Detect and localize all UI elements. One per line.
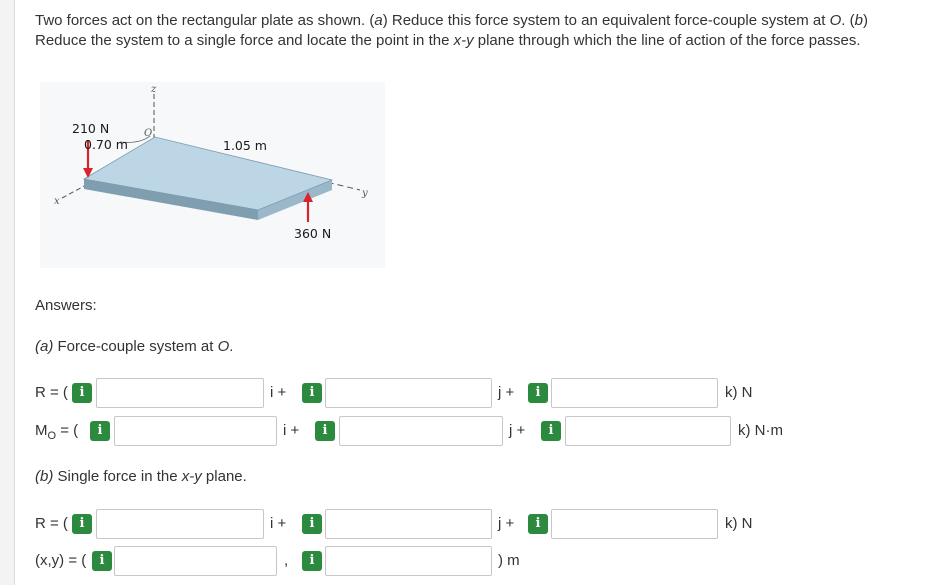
a-Ry-input[interactable]: [325, 378, 492, 408]
left-frame-edge: [0, 0, 15, 585]
b-R-label: R = (: [35, 515, 68, 532]
info-icon[interactable]: i: [528, 383, 548, 403]
part-a-heading: (a) Force-couple system at O.: [35, 338, 234, 355]
dim-105-label: 1.05 m: [223, 138, 267, 153]
a-My-input[interactable]: [339, 416, 503, 446]
b-xy-end: ) m: [498, 552, 520, 569]
a-R-j-sep: j +: [498, 384, 515, 401]
info-icon[interactable]: i: [92, 551, 112, 571]
a-Mx-input[interactable]: [114, 416, 277, 446]
problem-statement: Two forces act on the rectangular plate as shown. (a) Reduce this force system to an equivalent force-couple system at O. (b) Reduce the system to a single force and locate the point in the x-y plane through which the line of action of the force passes.: [35, 12, 868, 49]
b-Rx-input[interactable]: [96, 509, 264, 539]
info-icon[interactable]: i: [541, 421, 561, 441]
x-axis-label: x: [54, 196, 60, 207]
b-xy-label: (x,y) = (: [35, 552, 87, 569]
origin-label: O: [144, 128, 153, 139]
b-x-input[interactable]: [114, 546, 277, 576]
dim-070-label: 0.70 m: [84, 137, 128, 152]
a-R-label: R = (: [35, 384, 68, 401]
info-icon[interactable]: i: [72, 383, 92, 403]
y-axis-label: y: [362, 188, 368, 199]
force-360-label: 360 N: [294, 226, 332, 241]
a-R-end: k) N: [725, 384, 753, 401]
a-M-j-sep: j +: [509, 422, 526, 439]
info-icon[interactable]: i: [315, 421, 335, 441]
a-M-end: k) N·m: [738, 422, 783, 439]
info-icon[interactable]: i: [302, 383, 322, 403]
info-icon[interactable]: i: [72, 514, 92, 534]
a-Rx-input[interactable]: [96, 378, 264, 408]
answers-heading: Answers:: [35, 297, 97, 314]
b-R-j-sep: j +: [498, 515, 515, 532]
b-R-end: k) N: [725, 515, 753, 532]
z-axis-label: z: [151, 84, 157, 95]
b-R-i-sep: i +: [270, 515, 287, 532]
a-Mz-input[interactable]: [565, 416, 731, 446]
a-M-i-sep: i +: [283, 422, 300, 439]
force-210-label: 210 N: [72, 121, 110, 136]
info-icon[interactable]: i: [528, 514, 548, 534]
b-Ry-input[interactable]: [325, 509, 492, 539]
info-icon[interactable]: i: [302, 551, 322, 571]
plate-figure: [40, 82, 385, 268]
info-icon[interactable]: i: [90, 421, 110, 441]
a-Rz-input[interactable]: [551, 378, 718, 408]
a-M-label: $M_O$ = (: [35, 422, 79, 442]
a-R-i-sep: i +: [270, 384, 287, 401]
part-b-heading: (b) Single force in the x-y plane.: [35, 468, 247, 485]
info-icon[interactable]: i: [302, 514, 322, 534]
b-y-input[interactable]: [325, 546, 492, 576]
b-xy-comma: ,: [284, 552, 289, 569]
b-Rz-input[interactable]: [551, 509, 718, 539]
